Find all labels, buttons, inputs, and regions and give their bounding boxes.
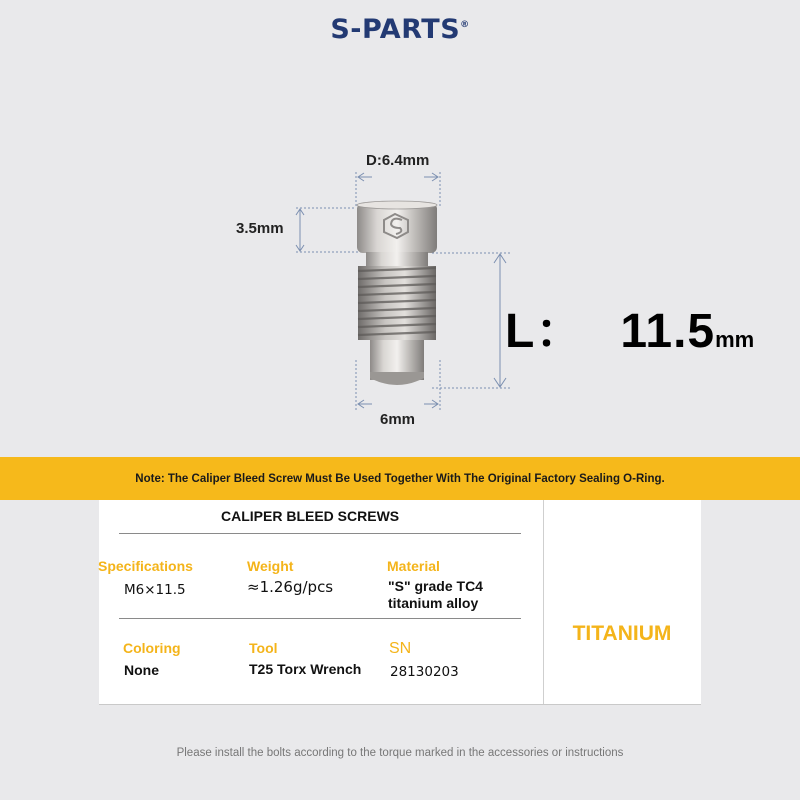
- material-line-2: titanium alloy: [388, 595, 479, 611]
- card-title: CALIPER BLEED SCREWS: [221, 508, 400, 524]
- material-label: Material: [387, 558, 440, 574]
- card-divider: [543, 500, 544, 704]
- material-value: [388, 578, 508, 612]
- spec-card: [99, 500, 701, 705]
- brand-name: S-PARTS: [330, 14, 461, 45]
- sn-label: SN: [389, 640, 412, 657]
- registered-mark: ®: [460, 20, 470, 30]
- diameter-label: D:6.4mm: [366, 152, 430, 169]
- note-banner: [0, 457, 800, 500]
- material-line-1: "S" grade TC4: [388, 578, 483, 594]
- weight-value: ≈1.26g/pcs: [247, 578, 334, 596]
- length-guide: [432, 253, 512, 388]
- length-unit: mm: [715, 327, 755, 352]
- weight-label: Weight: [247, 558, 294, 574]
- screw-thread: [358, 266, 436, 340]
- coloring-label: Coloring: [123, 640, 181, 656]
- specifications-value: M6×11.5: [124, 582, 186, 598]
- length-value: 11.5: [620, 305, 716, 358]
- titanium-badge: TITANIUM: [572, 622, 672, 645]
- tool-value: T25 Torx Wrench: [249, 661, 362, 677]
- divider: [119, 533, 521, 534]
- specifications-label: Specifications: [98, 558, 193, 574]
- screw-tip: [370, 340, 424, 385]
- coloring-value: None: [124, 662, 159, 678]
- head-height-label: 3.5mm: [236, 220, 284, 237]
- screw-head: [357, 201, 437, 253]
- head-height-guide: [296, 208, 366, 252]
- tool-label: Tool: [249, 640, 278, 656]
- install-footnote: Please install the bolts according to the torque marked in the accessories or instructions: [176, 747, 624, 759]
- divider: [119, 618, 521, 619]
- sn-value: 28130203: [390, 664, 459, 680]
- note-text: Note: The Caliper Bleed Screw Must Be Used Together With The Original Factory Sealing O-Ring.: [135, 472, 665, 485]
- length-label: L：: [505, 305, 585, 358]
- bottom-width-label: 6mm: [380, 411, 416, 428]
- length-callout: [505, 292, 754, 361]
